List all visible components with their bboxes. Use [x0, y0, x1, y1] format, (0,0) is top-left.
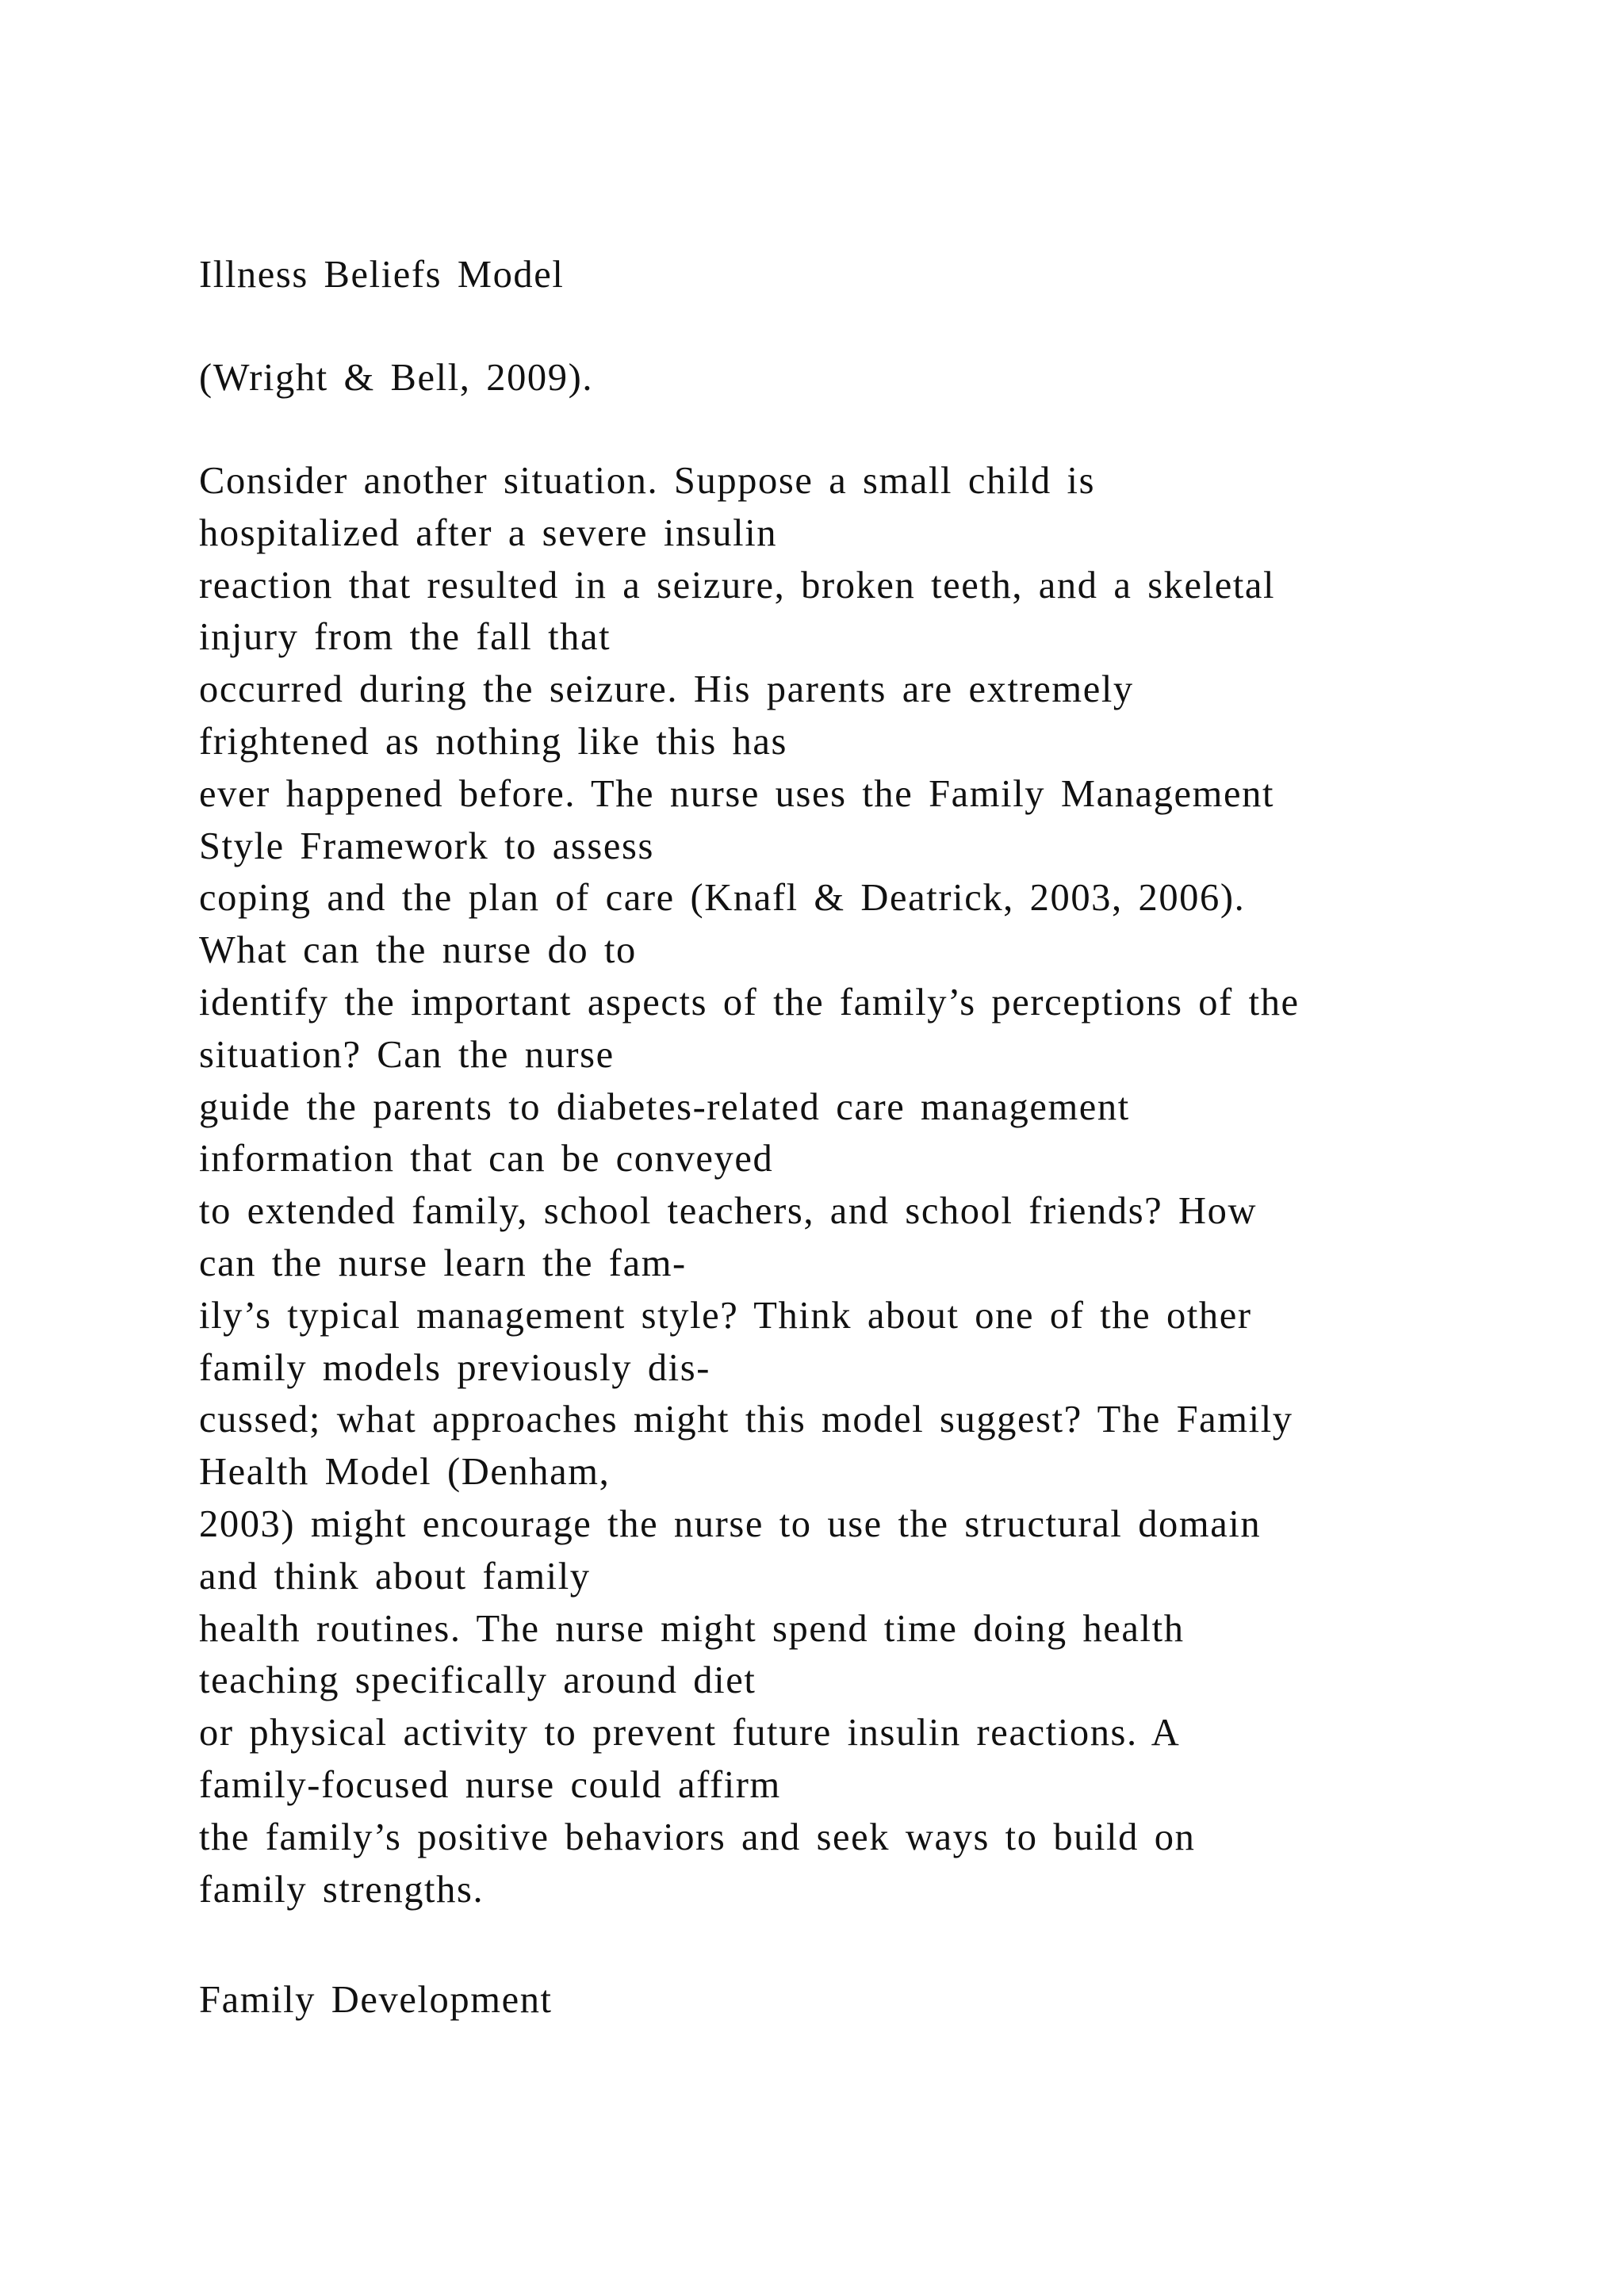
paragraph-line: Health Model (Denham,	[199, 1451, 611, 1494]
heading-text: Family Development	[199, 1979, 553, 2021]
paragraph-line: ever happened before. The nurse uses the Family Management	[199, 772, 1275, 815]
paragraph-line: Consider another situation. Suppose a small child is	[199, 460, 1096, 502]
paragraph-line: occurred during the seizure. His parents are extremely	[199, 668, 1134, 711]
paragraph-line: guide the parents to diabetes-related care management	[199, 1085, 1130, 1128]
citation-text: (Wright & Bell, 2009).	[199, 357, 594, 399]
paragraph-line: 2003) might encourage the nurse to use the structural domain	[199, 1502, 1262, 1545]
paragraph-line: family models previously dis-	[199, 1346, 710, 1389]
paragraph-line: family strengths.	[199, 1868, 485, 1911]
paragraph-line: cussed; what approaches might this model suggest? The Family	[199, 1399, 1293, 1441]
paragraph-line: hospitalized after a severe insulin	[199, 511, 778, 554]
paragraph-line: to extended family, school teachers, and school friends? How	[199, 1190, 1258, 1233]
paragraph-line: coping and the plan of care (Knafl & Deatrick, 2003, 2006).	[199, 877, 1246, 920]
paragraph-line: and think about family	[199, 1555, 591, 1598]
section-heading-illness-beliefs-model	[199, 249, 1547, 301]
paragraph-line: ily’s typical management style? Think about one of the other	[199, 1294, 1252, 1337]
paragraph-line: situation? Can the nurse	[199, 1033, 615, 1076]
citation-wright-bell	[199, 352, 1547, 404]
paragraph-line: What can the nurse do to	[199, 929, 637, 972]
body-paragraph	[199, 455, 1547, 1915]
paragraph-line: the family’s positive behaviors and seek ways to build on	[199, 1816, 1196, 1858]
paragraph-line: teaching specifically around diet	[199, 1659, 756, 1702]
paragraph-line: can the nurse learn the fam-	[199, 1242, 687, 1284]
paragraph-line: identify the important aspects of the family’s perceptions of the	[199, 981, 1300, 1024]
paragraph-line: Style Framework to assess	[199, 825, 654, 867]
heading-text: Illness Beliefs Model	[199, 254, 565, 296]
paragraph-line: injury from the fall that	[199, 616, 611, 659]
section-heading-family-development	[199, 1974, 1547, 2026]
paragraph-line: information that can be conveyed	[199, 1138, 774, 1181]
paragraph-line: reaction that resulted in a seizure, broken teeth, and a skeletal	[199, 564, 1276, 607]
paragraph-line: or physical activity to prevent future insulin reactions. A	[199, 1712, 1181, 1755]
paragraph-line: family-focused nurse could affirm	[199, 1763, 781, 1806]
paragraph-line: health routines. The nurse might spend time doing health	[199, 1607, 1185, 1650]
paragraph-line: frightened as nothing like this has	[199, 720, 787, 763]
